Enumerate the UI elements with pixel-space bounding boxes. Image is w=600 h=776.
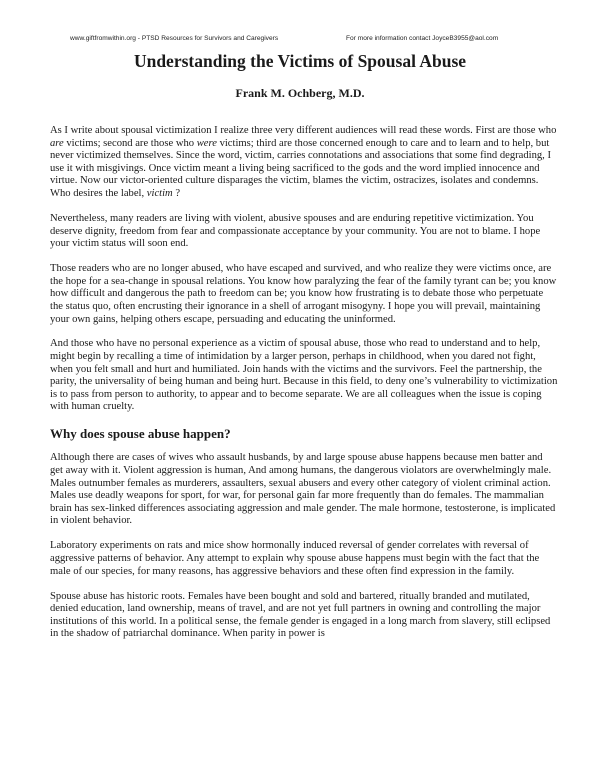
paragraph-survivors: Those readers who are no longer abused, who have escaped and survived, and who realize they were victims once, are the hope for a sea-change in spousal relations. You know how paralyzing the fear of the family tyrant can be; you know how difficult and dangerous the path to freedom can be; you know how frustrating is to debate those who perpetuate the status quo, often encrusting their ignorance in a shell of arrogant misogyny. I hope you will prevail, maintaining your own gains, helping others escape, persuading and educating the uninformed. [50, 263, 557, 325]
paragraph-intro-emphasis-were: were [196, 137, 217, 149]
paragraph-intro [50, 125, 558, 201]
article-body [50, 125, 558, 653]
paragraph-intro-text-4: ? [172, 187, 181, 199]
paragraph-current-victims: Nevertheless, many readers are living with violent, abusive spouses and are enduring repetitive victimization. You deserve dignity, freedom from fear and compassionate acceptance by your community. You are not to blame. I hope your victim status will soon end. [50, 212, 541, 250]
paragraph-intro-text-2: victims; second are those who [63, 137, 197, 149]
paragraph-intro-text-1: As I write about spousal victimization I realize three very different audiences will read these words. First are those who [50, 125, 557, 136]
section-heading-why-abuse-happens: Why does spouse abuse happen? [50, 426, 231, 442]
paragraph-intro-emphasis-victim: victim [146, 187, 173, 199]
paragraph-historic-roots: Spouse abuse has historic roots. Females have been bought and sold and bartered, ritually branded and mutilated, denied education, land ownership, means of travel, and are not yet full partners in owning and controlling the major institutions of this world. In a political sense, the female gender is engaged in a long march from slavery, still eclipsed in the shadow of patriarchal dominance. When parity in power is [50, 590, 551, 640]
document-title: Understanding the Victims of Spousal Abuse [133, 51, 467, 71]
paragraph-helpers: And those who have no personal experience as a victim of spousal abuse, those who read to understand and to help, might begin by recalling a time of intimidation by a larger person, perhaps in childhood, when you dared not fight, when you felt small and hurt and humiliated. Join hands with the victims and the survivors. Feel the partnership, the parity, the universality of being human and being hurt. Because in this field, to deny one’s vulnerability to victimization is to pass from person to authority, to appear and to become separate. We are all colleagues when the issue is coping with human cruelty. [50, 338, 558, 413]
paragraph-laboratory-experiments: Laboratory experiments on rats and mice show hormonally induced reversal of gender correlates with reversal of aggressive patterns of behavior. Any attempt to explain why spouse abuse happens must begin with the fact that the male of our species, for many reasons, has aggressive behaviors and these often find expression in the family. [50, 540, 540, 577]
paragraph-intro-emphasis-are: are [50, 137, 64, 149]
header-contact-info: For more information contact JoyceB3955@aol.com [346, 35, 499, 42]
header-website-resources: www.giftfromwithin.org - PTSD Resources for Survivors and Caregivers [70, 35, 279, 42]
paragraph-male-aggression: Although there are cases of wives who assault husbands, by and large spouse abuse happens because men batter and get away with it. Violent aggression is human, And among humans, the dangerous violators are overwhelmingly male. Males outnumber females as murderers, assaulters, sexual abusers and every other category of violent criminal action. Males use deadly weapons for sport, for war, for personal gain far more frequently than do females. The mammalian brain has sex-linked differences associating aggression and male gender. The male hormone, testosterone, is implicated in violent behavior. [50, 452, 556, 527]
document-author: Frank M. Ochberg, M.D. [235, 86, 365, 100]
paragraph-intro-text-3: victims; third are those concerned enough to care and to learn and to help, but never victimized themselves. Since the word, victim, carries connotations and associations that some find degrading, I use it with misgivings. Once victim meant a living being sacrificed to the gods and the word implied innocence and virtue. Now our victor-oriented culture disparages the victim, blames the victim, ostracizes, isolates and condemns. Who desires the label, [50, 137, 552, 199]
